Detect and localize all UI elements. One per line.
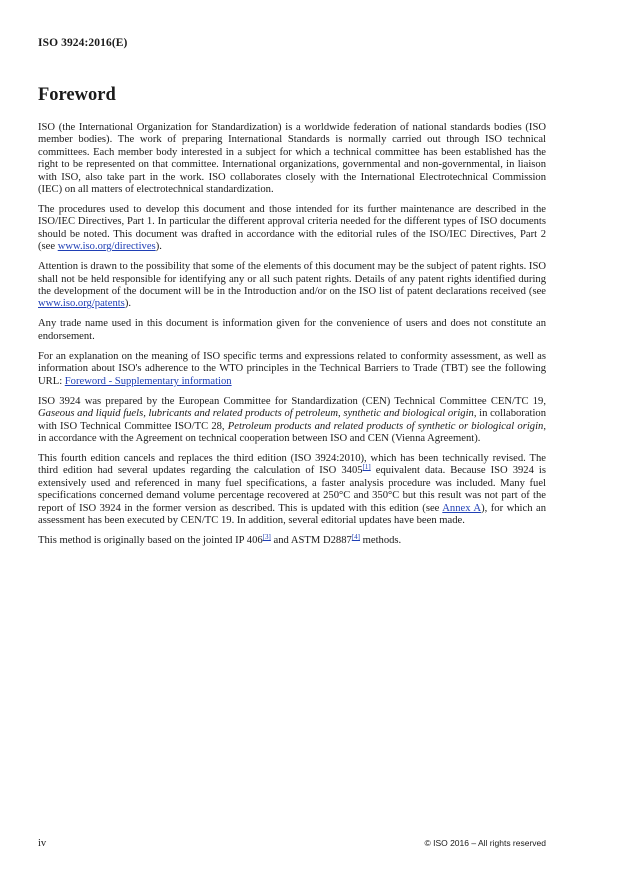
- paragraph-text: and ASTM D2887: [270, 534, 352, 546]
- copyright-notice: © ISO 2016 – All rights reserved: [424, 838, 546, 848]
- paragraph-text: ).: [124, 298, 131, 310]
- page-number: iv: [38, 838, 47, 849]
- paragraph-text: This method is originally based on the jointed IP 406: [38, 534, 263, 546]
- paragraph-prepared-by: [38, 396, 546, 446]
- paragraph-patents: [38, 261, 546, 311]
- paragraph-text: ), for which an assessment has been executed by CEN/TC 19. In addition, several editorial updates have been made.: [38, 502, 546, 526]
- committee-title-cen: Gaseous and liquid fuels, lubricants and related products of petroleum, synthetic and biological origin: [38, 408, 474, 420]
- paragraph-text: ).: [155, 241, 162, 253]
- link-annex-a[interactable]: Annex A: [442, 502, 482, 514]
- link-directives[interactable]: www.iso.org/directives: [57, 241, 156, 253]
- paragraph-text: , in collaboration with ISO Technical Committee ISO/TC 28,: [38, 408, 547, 432]
- paragraph-text: This fourth edition cancels and replaces the third edition (ISO 3924:2010), which has been technically revised. The third edition had several updates regarding the calculation of ISO 3405: [38, 452, 546, 477]
- paragraph-trade-name: Any trade name used in this document is information given for the convenience of users and does not constitute an endorsement.: [38, 318, 546, 342]
- foreword-body: [38, 122, 546, 555]
- paragraph-edition: [38, 453, 546, 527]
- paragraph-text: equivalent data. Because ISO 3924 is extensively used and referenced in many fuel specifications, a faster analysis procedure was included. Many fuel specifications concerned demand volume percentage recovered at 250°C and 350°C but this result was not part of the report of ISO 3924 in the former version as described. This is updated with this edition (see: [38, 465, 546, 514]
- link-patents[interactable]: www.iso.org/patents: [38, 298, 125, 310]
- paragraph-text: methods.: [359, 534, 402, 546]
- committee-title-iso: Petroleum products and related products of synthetic or biological origin: [227, 420, 544, 432]
- paragraph-method-origin: [38, 532, 546, 547]
- reference-link-4[interactable]: [4]: [351, 532, 360, 541]
- paragraph-iso-intro: ISO (the International Organization for Standardization) is a worldwide federation of national standards bodies (ISO member bodies). The work of preparing International Standards is normally carried out through ISO technical committees. Each member body interested in a subject for which a technical committee has been established has the right to be represented on that committee. International organizations, governmental and non-governmental, in liaison with ISO, also take part in the work. ISO collaborates closely with the International Electrotechnical Commission (IEC) on all matters of electrotechnical standardization.: [38, 122, 546, 196]
- paragraph-conformity: [38, 351, 546, 388]
- paragraph-text: Attention is drawn to the possibility that some of the elements of this document may be the subject of patent rights. ISO shall not be held responsible for identifying any or all such patent rights. Details of any patent rights identified during the development of the document will be in the Introduction and/or on the ISO list of patent declarations received (see: [38, 261, 546, 298]
- paragraph-text: The procedures used to develop this document and those intended for its further maintenance are described in the ISO/IEC Directives, Part 1. In particular the different approval criteria needed for the different types of ISO documents should be noted. This document was drafted in accordance with the editorial rules of the ISO/IEC Directives, Part 2 (see: [38, 204, 546, 253]
- page-title: Foreword: [38, 85, 116, 105]
- reference-link-1[interactable]: [1]: [362, 463, 371, 472]
- link-supplementary-info[interactable]: Foreword - Supplementary information: [64, 375, 232, 387]
- document-id-header: ISO 3924:2016(E): [38, 37, 128, 49]
- paragraph-text: , in accordance with the Agreement on technical cooperation between ISO and CEN (Vienna Agreement).: [38, 420, 546, 444]
- paragraph-text: For an explanation on the meaning of ISO specific terms and expressions related to conformity assessment, as well as information about ISO's adherence to the WTO principles in the Technical Barriers to Trade (TBT) see the following URL:: [38, 350, 546, 387]
- paragraph-text: ISO 3924 was prepared by the European Committee for Standardization (CEN) Technical Committee CEN/TC 19,: [38, 395, 546, 407]
- paragraph-procedures: [38, 204, 546, 254]
- reference-link-3[interactable]: [3]: [262, 532, 271, 541]
